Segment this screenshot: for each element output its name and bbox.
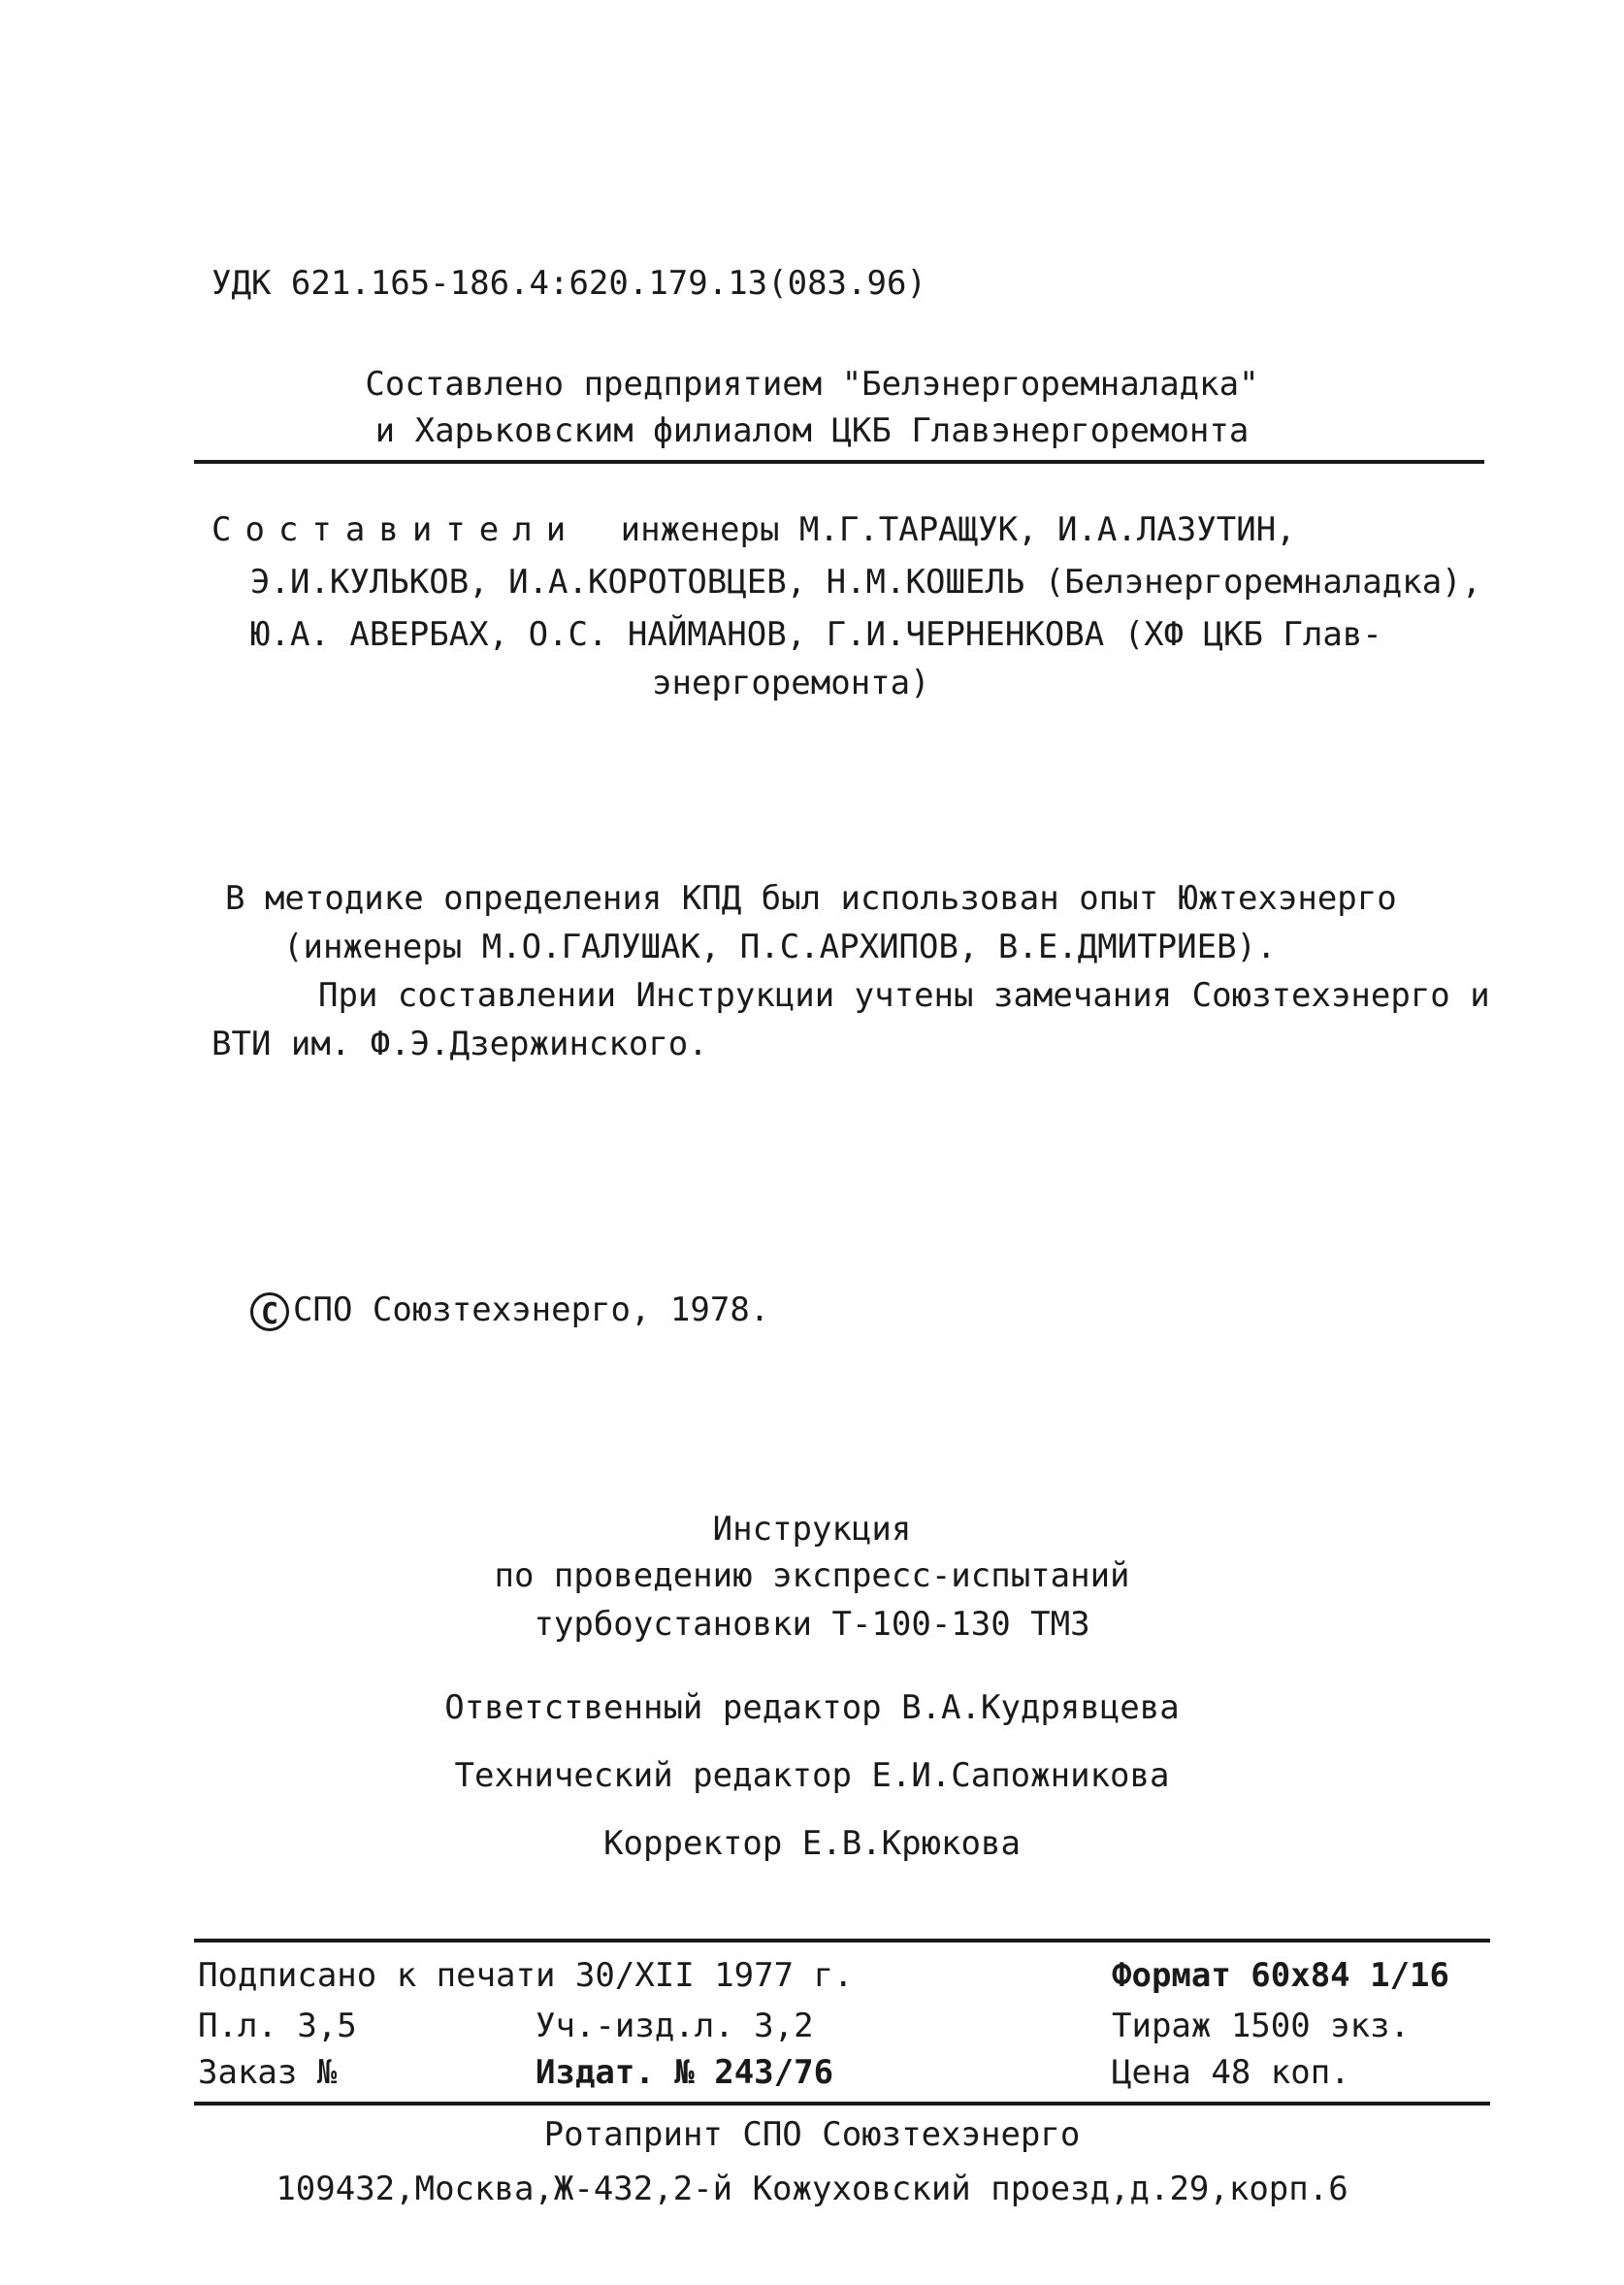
notes-line-4: ВТИ им. Ф.Э.Дзержинского. (211, 1025, 708, 1063)
imprint-circulation: Тираж 1500 экз. (1112, 2007, 1411, 2045)
imprint-printer: Ротапринт СПО Союзтехэнерго (543, 2115, 1081, 2154)
compiled-by-line-1: Составлено предприятием "Белэнергоремналадка" (365, 365, 1259, 404)
imprint-edition: Издат. № 243/76 (536, 2053, 834, 2092)
notes-line-2: (инженеры М.О.ГАЛУШАК, П.С.АРХИПОВ, В.Е.ДМИТРИЕВ). (283, 928, 1277, 966)
authors-label: Составители (211, 510, 580, 549)
authors-text-1: инженеры М.Г.ТАРАЩУК, И.А.ЛАЗУТИН, (620, 510, 1296, 549)
imprint-bottom-rule (194, 2102, 1490, 2105)
authors-line-1 (211, 510, 1296, 549)
copyright-icon: С (250, 1292, 289, 1331)
imprint-print-sheets: П.л. 3,5 (198, 2007, 357, 2045)
proofreader: Корректор Е.В.Крюкова (603, 1824, 1021, 1863)
imprint-signed: Подписано к печати 30/XII 1977 г. (198, 1956, 854, 1995)
udk-code: УДК 621.165-186.4:620.179.13(083.96) (211, 264, 926, 303)
notes-line-3: При составлении Инструкции учтены замечания Союзтехэнерго и (318, 976, 1490, 1015)
copyright-line (250, 1290, 769, 1331)
authors-line-2: Э.И.КУЛЬКОВ, И.А.КОРОТОВЦЕВ, Н.М.КОШЕЛЬ (Белэнергоремналадка), (250, 563, 1482, 602)
doc-title-line-1: Инструкция (712, 1510, 912, 1549)
imprint-format: Формат 60х84 1/16 (1112, 1956, 1449, 1995)
technical-editor: Технический редактор Е.И.Сапожникова (454, 1756, 1170, 1795)
imprint-address: 109432,Москва,Ж-432,2-й Кожуховский проезд,д.29,корп.6 (276, 2170, 1348, 2208)
copyright-text: СПО Союзтехэнерго, 1978. (293, 1290, 770, 1329)
authors-line-4: энергоремонта) (652, 664, 930, 702)
doc-title-line-2: по проведению экспресс-испытаний (494, 1556, 1130, 1595)
compiled-by-line-2: и Харьковским филиалом ЦКБ Главэнергоремонта (374, 411, 1250, 450)
imprint-price: Цена 48 коп. (1112, 2053, 1350, 2092)
imprint-publ-sheets: Уч.-изд.л. 3,2 (536, 2007, 814, 2045)
imprint-top-rule (194, 1939, 1490, 1942)
doc-title-line-3: турбоустановки Т-100-130 ТМЗ (534, 1605, 1090, 1644)
header-divider (194, 460, 1484, 464)
notes-line-1: В методике определения КПД был использован опыт Южтехэнерго (225, 879, 1397, 918)
authors-line-3: Ю.А. АВЕРБАХ, О.С. НАЙМАНОВ, Г.И.ЧЕРНЕНКОВА (ХФ ЦКБ Глав- (250, 615, 1382, 654)
responsible-editor: Ответственный редактор В.А.Кудрявцева (444, 1688, 1180, 1727)
imprint-order: Заказ № (198, 2053, 338, 2092)
